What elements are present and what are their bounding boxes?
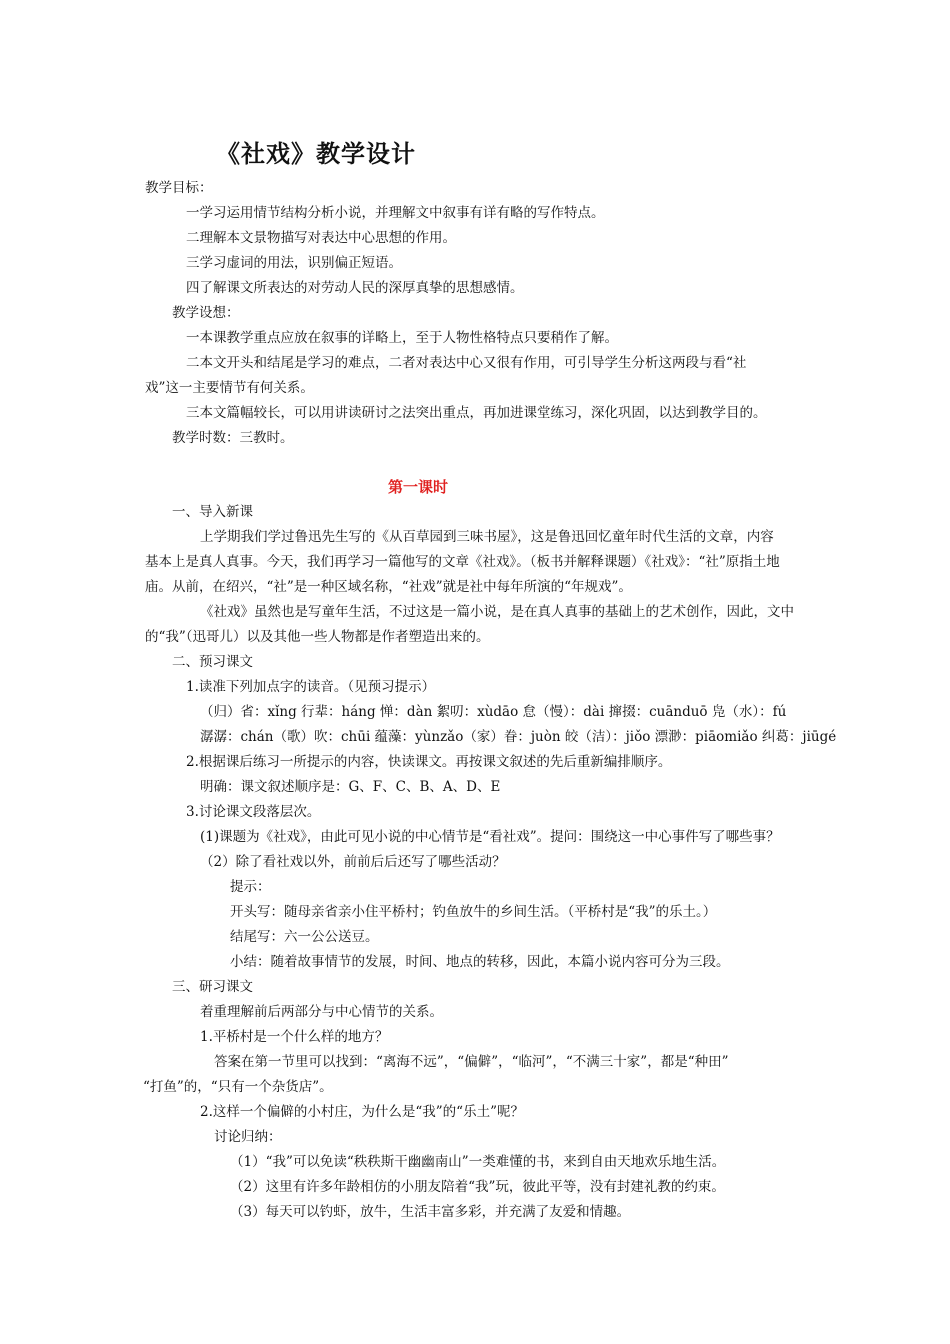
teaching-hours: 教学时数：三教时。 [172,430,294,446]
hint-line: 结尾写：六一公公送豆。 [230,929,379,945]
discussion-item: （1）“我”可以免读“秩秩斯干幽幽南山”一类难懂的书，来到自由天地欢乐地生活。 [230,1154,726,1170]
pinyin-line: 潺潺：chán（歌）吹：chūi 蕴藻：yùnzǎo（家）眷：juòn 皎（洁）：jiǒo 漂渺：piāomiǎo 纠葛：jiūgé [200,729,837,745]
summary-line: 小结：随着故事情节的发展，时间、地点的转移，因此，本篇小说内容可分为三段。 [230,954,730,970]
paragraph-line: 上学期我们学过鲁迅先生写的《从百草园到三味书屋》，这是鲁迅回忆童年时代生活的文章，内容 [200,529,774,545]
paragraph-line: 庙。从前，在绍兴，“社”是一种区域名称，“社戏”就是社中每年所演的“年规戏”。 [145,579,632,595]
idea-item: 二本文开头和结尾是学习的难点，二者对表达中心又很有作用，可引导学生分析这两段与看“社 [186,355,747,371]
paragraph-line: 基本上是真人真事。今天，我们再学习一篇他写的文章《社戏》。（板书并解释课题）《社戏》：“社”原指土地 [145,554,780,570]
answer-line: 明确：课文叙述顺序是：G、F、C、B、A、D、E [200,779,501,795]
lesson-one-heading: 第一课时 [388,478,449,496]
sub-question-line: (1)课题为《社戏》，由此可见小说的中心情节是“看社戏”。提问：围绕这一中心事件写了哪些事？ [200,829,780,845]
answer-line-continued: “打鱼”的，“只有一个杂货店”。 [143,1079,333,1095]
goal-item: 二理解本文景物描写对表达中心思想的作用。 [186,230,456,246]
paragraph-line: 的“我”（迅哥儿）以及其他一些人物都是作者塑造出来的。 [145,629,490,645]
goal-item: 一学习运用情节结构分析小说，并理解文中叙事有详有略的写作特点。 [186,205,605,221]
intro-line: 着重理解前后两部分与中心情节的关系。 [200,1004,443,1020]
answer-line: 答案在第一节里可以找到：“离海不远”，“偏僻”，“临河”，“不满三十家”，都是“种田” [214,1054,729,1070]
question-line: 1.平桥村是一个什么样的地方？ [200,1029,389,1045]
section-label: 二、预习课文 [172,654,253,670]
discussion-item: （2）这里有许多年龄相仿的小朋友陪着“我”玩，彼此平等，没有封建礼教的约束。 [230,1179,725,1195]
goal-item: 四了解课文所表达的对劳动人民的深厚真挚的思想感情。 [186,280,524,296]
question-line: 3.讨论课文段落层次。 [186,804,321,820]
idea-item: 一本课教学重点应放在叙事的详略上，至于人物性格特点只要稍作了解。 [186,330,618,346]
section-label: 一、导入新课 [172,504,253,520]
page-title: 《社戏》教学设计 [216,140,416,168]
paragraph-line: 《社戏》虽然也是写童年生活，不过这是一篇小说，是在真人真事的基础上的艺术创作，因此，文中 [200,604,794,620]
goal-item: 三学习虚词的用法，识别偏正短语。 [186,255,402,271]
idea-item-continued: 戏”这一主要情节有何关系。 [145,380,314,396]
hint-line: 开头写：随母亲省亲小住平桥村；钓鱼放牛的乡间生活。（平桥村是“我”的乐土。） [230,904,717,920]
discussion-item: （3）每天可以钓虾，放牛，生活丰富多彩，并充满了友爱和情趣。 [230,1204,631,1220]
hint-label: 提示： [230,879,271,895]
discussion-label: 讨论归纳： [214,1129,282,1145]
pinyin-line: （归）省：xǐng 行辈：háng 惮：dàn 絮叨：xùdāo 怠（慢）：dài 撺掇：cuānduō 凫（水）：fú [200,704,787,720]
question-line: 2.根据课后练习一所提示的内容，快读课文。再按课文叙述的先后重新编排顺序。 [186,754,672,770]
ideas-label: 教学设想： [172,305,240,321]
sub-question-line: （2）除了看社戏以外，前前后后还写了哪些活动？ [200,854,506,870]
goals-label: 教学目标： [145,180,213,196]
idea-item: 三本文篇幅较长，可以用讲读研讨之法突出重点，再加进课堂练习，深化巩固，以达到教学目的。 [186,405,767,421]
section-label: 三、研习课文 [172,979,253,995]
question-line: 2.这样一个偏僻的小村庄，为什么是“我”的“乐土”呢？ [200,1104,524,1120]
question-line: 1.读准下列加点字的读音。（见预习提示） [186,679,436,695]
